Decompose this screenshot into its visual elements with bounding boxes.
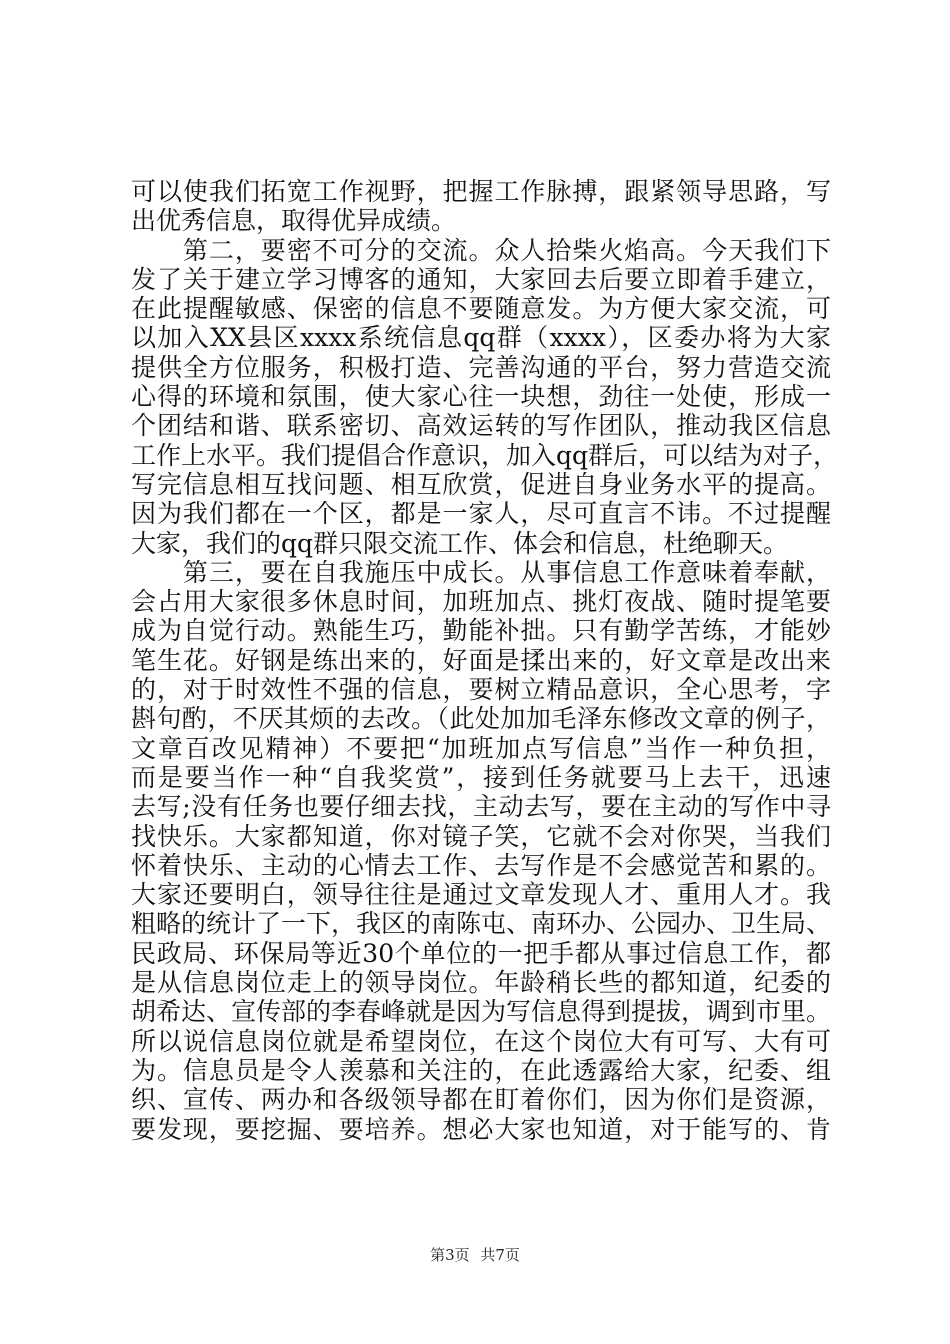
text-line: 第二，要密不可分的交流。众人拾柴火焰高。今天我们下 — [131, 235, 831, 265]
text-line: 民政局、环保局等近30个单位的一把手都从事过信息工作，都 — [131, 938, 831, 968]
text-line: 是从信息岗位走上的领导岗位。年龄稍长些的都知道，纪委的 — [131, 968, 831, 998]
text-line: 文章百改见精神）不要把“加班加点写信息”当作一种负担， — [131, 733, 831, 763]
text-line: 在此提醒敏感、保密的信息不要随意发。为方便大家交流，可 — [131, 294, 831, 324]
text-line: 发了关于建立学习博客的通知，大家回去后要立即着手建立， — [131, 264, 831, 294]
text-line: 斟句酌，不厌其烦的去改。（此处加加毛泽东修改文章的例子， — [131, 704, 831, 734]
text-line: 怀着快乐、主动的心情去工作、去写作是不会感觉苦和累的。 — [131, 850, 831, 880]
text-line: 去写;没有任务也要仔细去找，主动去写，要在主动的写作中寻 — [131, 792, 831, 822]
text-line: 第三，要在自我施压中成长。从事信息工作意味着奉献， — [131, 557, 831, 587]
text-line: 写完信息相互找问题、相互欣赏，促进自身业务水平的提高。 — [131, 469, 831, 499]
text-line: 成为自觉行动。熟能生巧，勤能补拙。只有勤学苦练，才能妙 — [131, 616, 831, 646]
text-line: 胡希达、宣传部的李春峰就是因为写信息得到提拔，调到市里。 — [131, 997, 832, 1027]
text-line: 找快乐。大家都知道，你对镜子笑，它就不会对你哭，当我们 — [131, 821, 831, 851]
text-line: 因为我们都在一个区，都是一家人，尽可直言不讳。不过提醒 — [131, 499, 831, 529]
text-line: 要发现，要挖掘、要培养。想必大家也知道，对于能写的、肯 — [131, 1114, 831, 1144]
text-line: 可以使我们拓宽工作视野，把握工作脉搏，跟紧领导思路，写 — [131, 177, 831, 206]
page-number-current: 第3页 — [430, 1246, 470, 1264]
text-line: 心得的环境和氛围，使大家心往一块想，劲往一处使，形成一 — [131, 382, 831, 412]
text-line: 个团结和谐、联系密切、高效运转的写作团队，推动我区信息 — [131, 411, 831, 441]
text-line: 的，对于时效性不强的信息，要树立精品意识，全心思考，字 — [131, 675, 831, 705]
body-text — [131, 177, 839, 1144]
text-line: 大家还要明白，领导往往是通过文章发现人才、重用人才。我 — [131, 880, 831, 910]
text-line: 大家，我们的qq群只限交流工作、体会和信息，杜绝聊天。 — [131, 528, 789, 558]
text-line: 工作上水平。我们提倡合作意识，加入qq群后，可以结为对子， — [131, 440, 839, 470]
text-line: 以加入XX县区xxxx系统信息qq群（xxxx），区委办将为大家 — [131, 323, 831, 353]
page-number-total: 共7页 — [480, 1246, 520, 1264]
page-footer — [0, 1244, 950, 1265]
text-line: 提供全方位服务，积极打造、完善沟通的平台，努力营造交流 — [131, 352, 831, 382]
text-line: 粗略的统计了一下，我区的南陈屯、南环办、公园办、卫生局、 — [131, 909, 832, 939]
text-line: 笔生花。好钢是练出来的，好面是揉出来的，好文章是改出来 — [131, 645, 831, 675]
text-line: 出优秀信息，取得优异成绩。 — [131, 206, 457, 236]
text-line: 所以说信息岗位就是希望岗位，在这个岗位大有可写、大有可 — [131, 1026, 831, 1056]
text-line: 为。信息员是令人羡慕和关注的，在此透露给大家，纪委、组 — [131, 1055, 831, 1085]
text-line: 织、宣传、两办和各级领导都在盯着你们，因为你们是资源， — [131, 1085, 831, 1115]
text-line: 会占用大家很多休息时间，加班加点、挑灯夜战、随时提笔要 — [131, 587, 831, 617]
text-line: 而是要当作一种“自我奖赏”，接到任务就要马上去干，迅速 — [131, 762, 831, 792]
